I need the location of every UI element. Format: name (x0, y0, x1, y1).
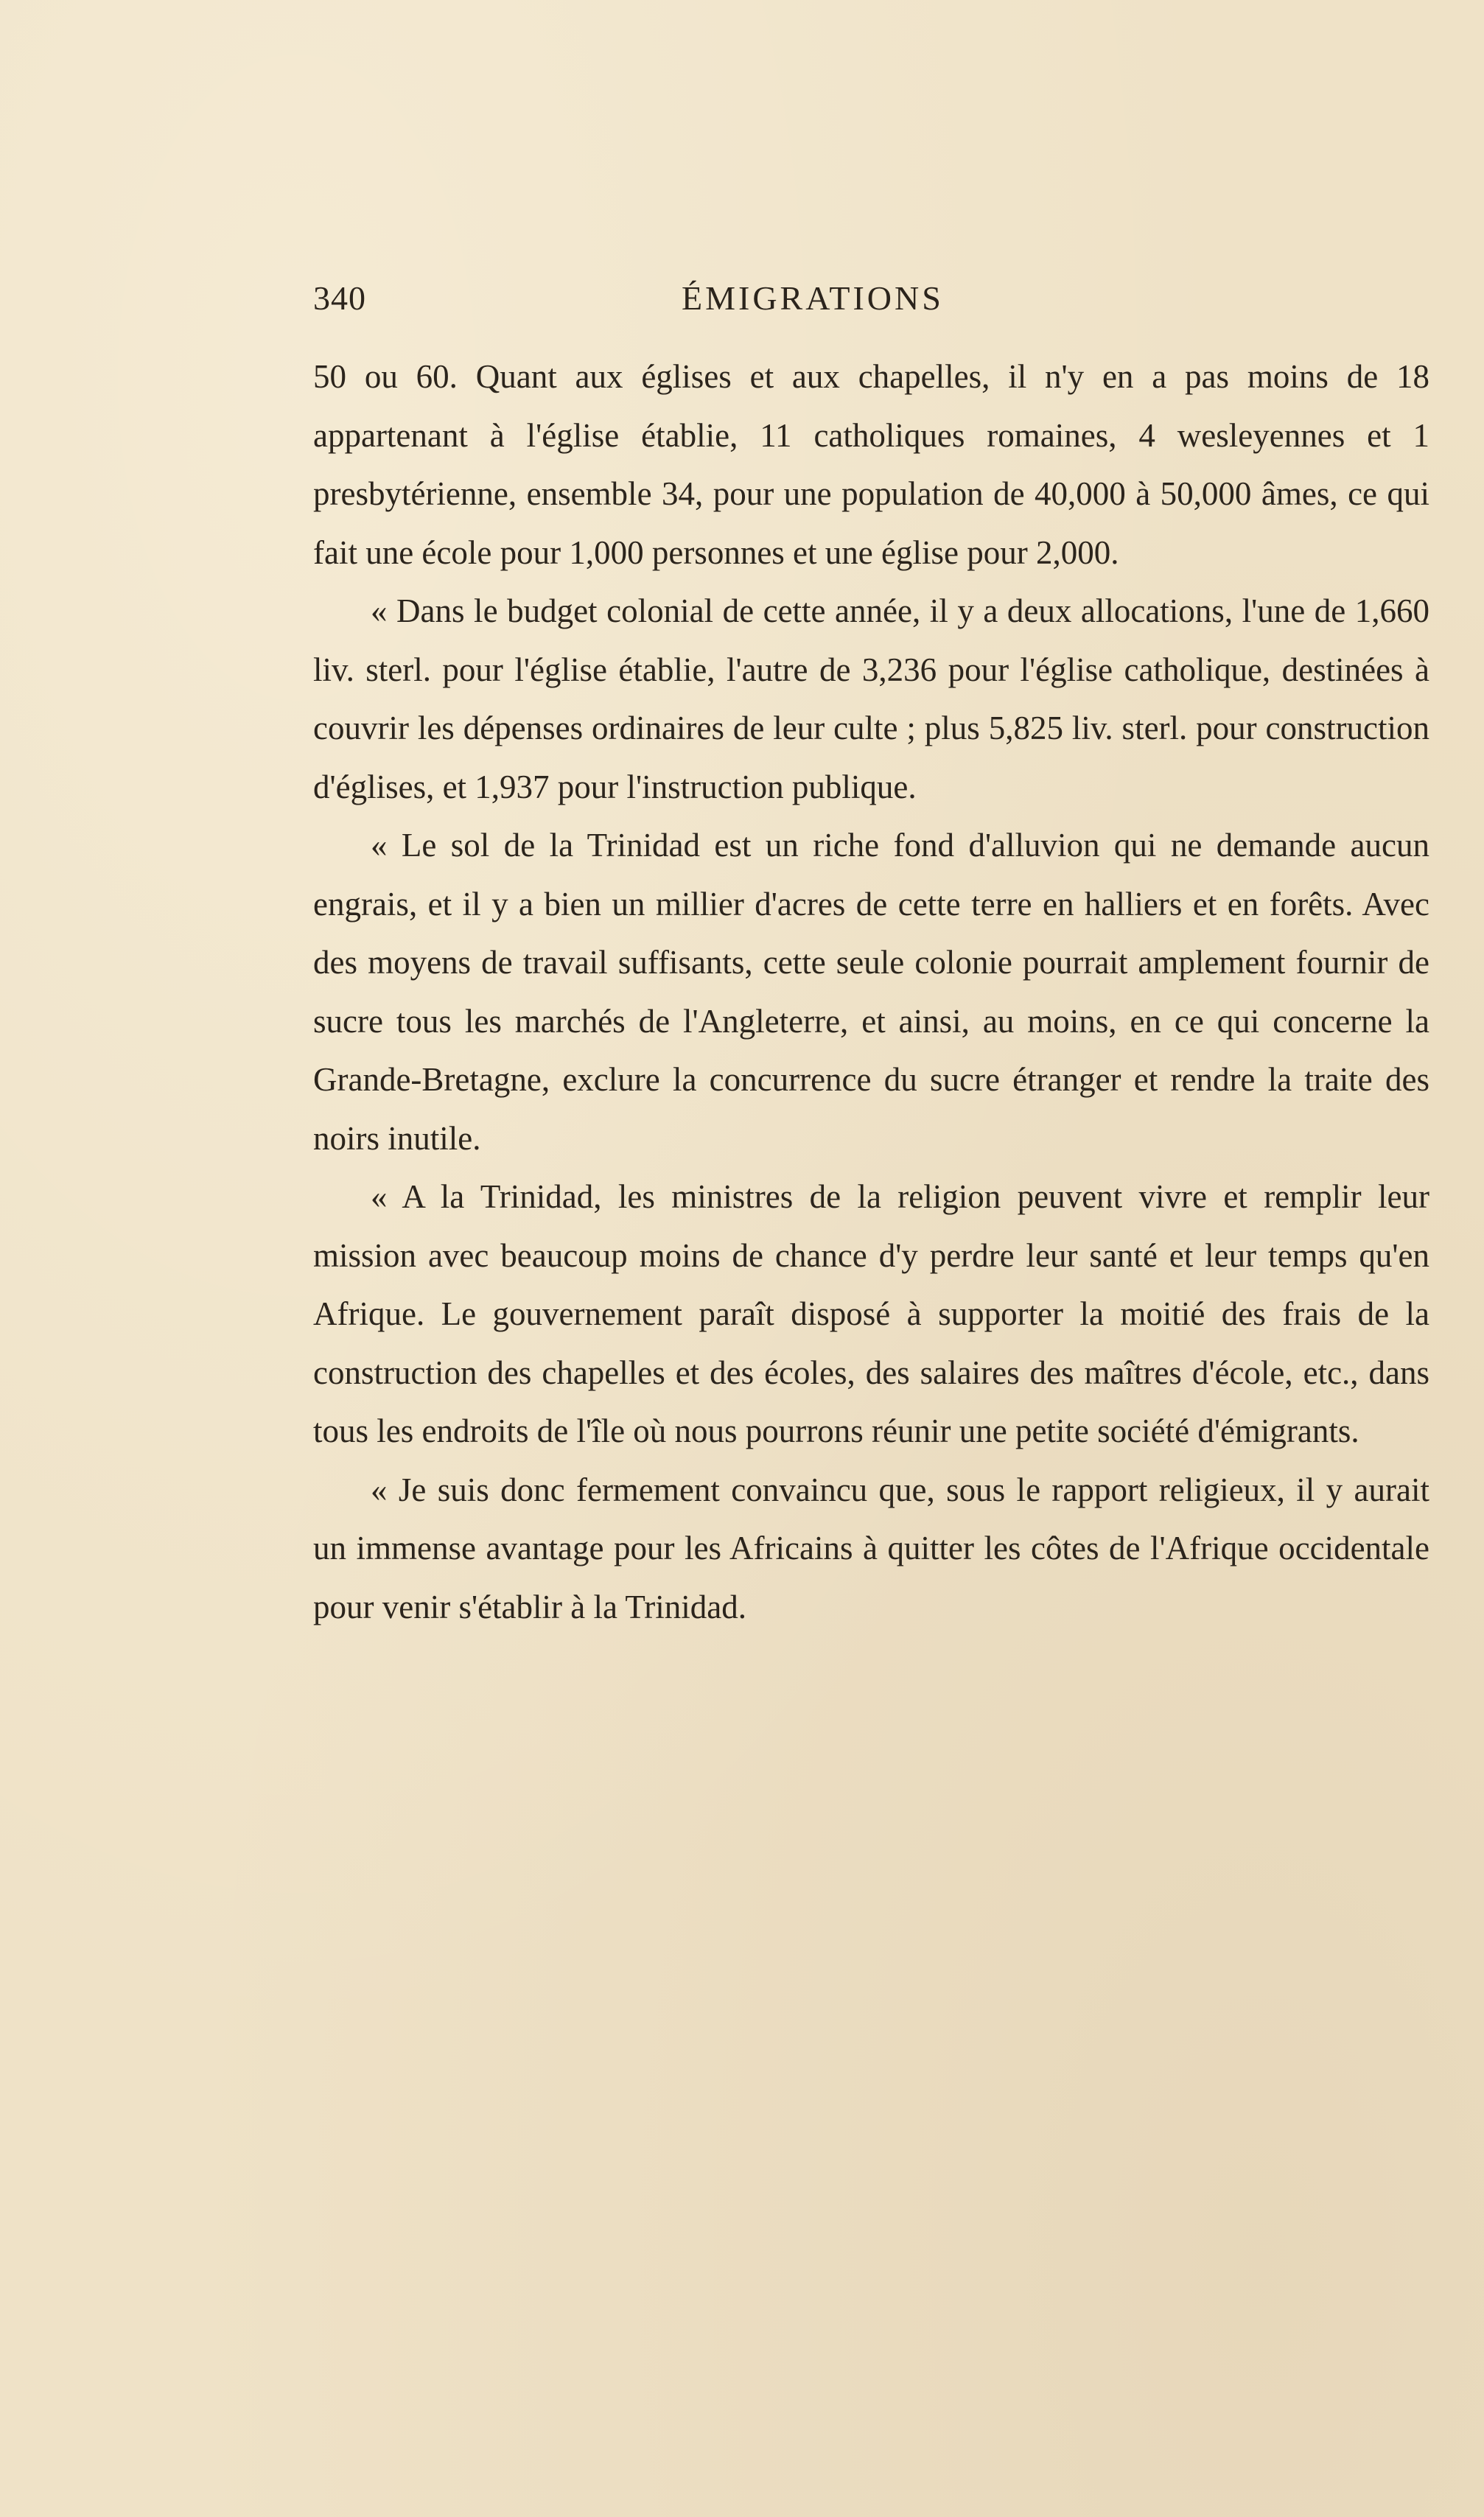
paragraph-4: « A la Trinidad, les ministres de la religion peuvent vivre et remplir leur mission avec beaucoup moins de chance d'y perdre leur santé et leur temps qu'en Afrique. Le gouvernement paraît disposé à supporter la moitié des frais de la construction des chapelles et des écoles, des salaires des maîtres d'école, etc., dans tous les endroits de l'île où nous pourrons réunir une petite société d'émigrants. (313, 1178, 1429, 1449)
running-header (313, 279, 1429, 330)
paragraph-5: « Je suis donc fermement convaincu que, sous le rapport religieux, il y aurait un immense avantage pour les Africains à quitter les côtes de l'Afrique occidentale pour venir s'établir à la Trinidad. (313, 1471, 1429, 1625)
paragraph-2: « Dans le budget colonial de cette année, il y a deux allocations, l'une de 1,660 liv. sterl. pour l'église établie, l'autre de 3,236 pour l'église catholique, destinées à couvrir les dépenses ordinaires de leur culte ; plus 5,825 liv. sterl. pour construction d'églises, et 1,937 pour l'instruction publique. (313, 592, 1429, 805)
running-title: ÉMIGRATIONS (682, 279, 944, 317)
paragraph-3: « Le sol de la Trinidad est un riche fond d'alluvion qui ne demande aucun engrais, et il y a bien un millier d'acres de cette terre en halliers et en forêts. Avec des moyens de travail suffisants, cette seule colonie pourrait amplement fournir de sucre tous les marchés de l'Angleterre, et ainsi, au moins, en ce qui concerne la Grande-Bretagne, exclure la concurrence du sucre étranger et rendre la traite des noirs inutile. (313, 827, 1429, 1157)
body-text (313, 348, 1429, 1636)
paragraph-1: 50 ou 60. Quant aux églises et aux chapelles, il n'y en a pas moins de 18 appartenant à l'église établie, 11 catholiques romaines, 4 wesleyennes et 1 presbytérienne, ensemble 34, pour une population de 40,000 à 50,000 âmes, ce qui fait une école pour 1,000 personnes et une église pour 2,000. (313, 358, 1429, 571)
page-number: 340 (313, 279, 366, 317)
